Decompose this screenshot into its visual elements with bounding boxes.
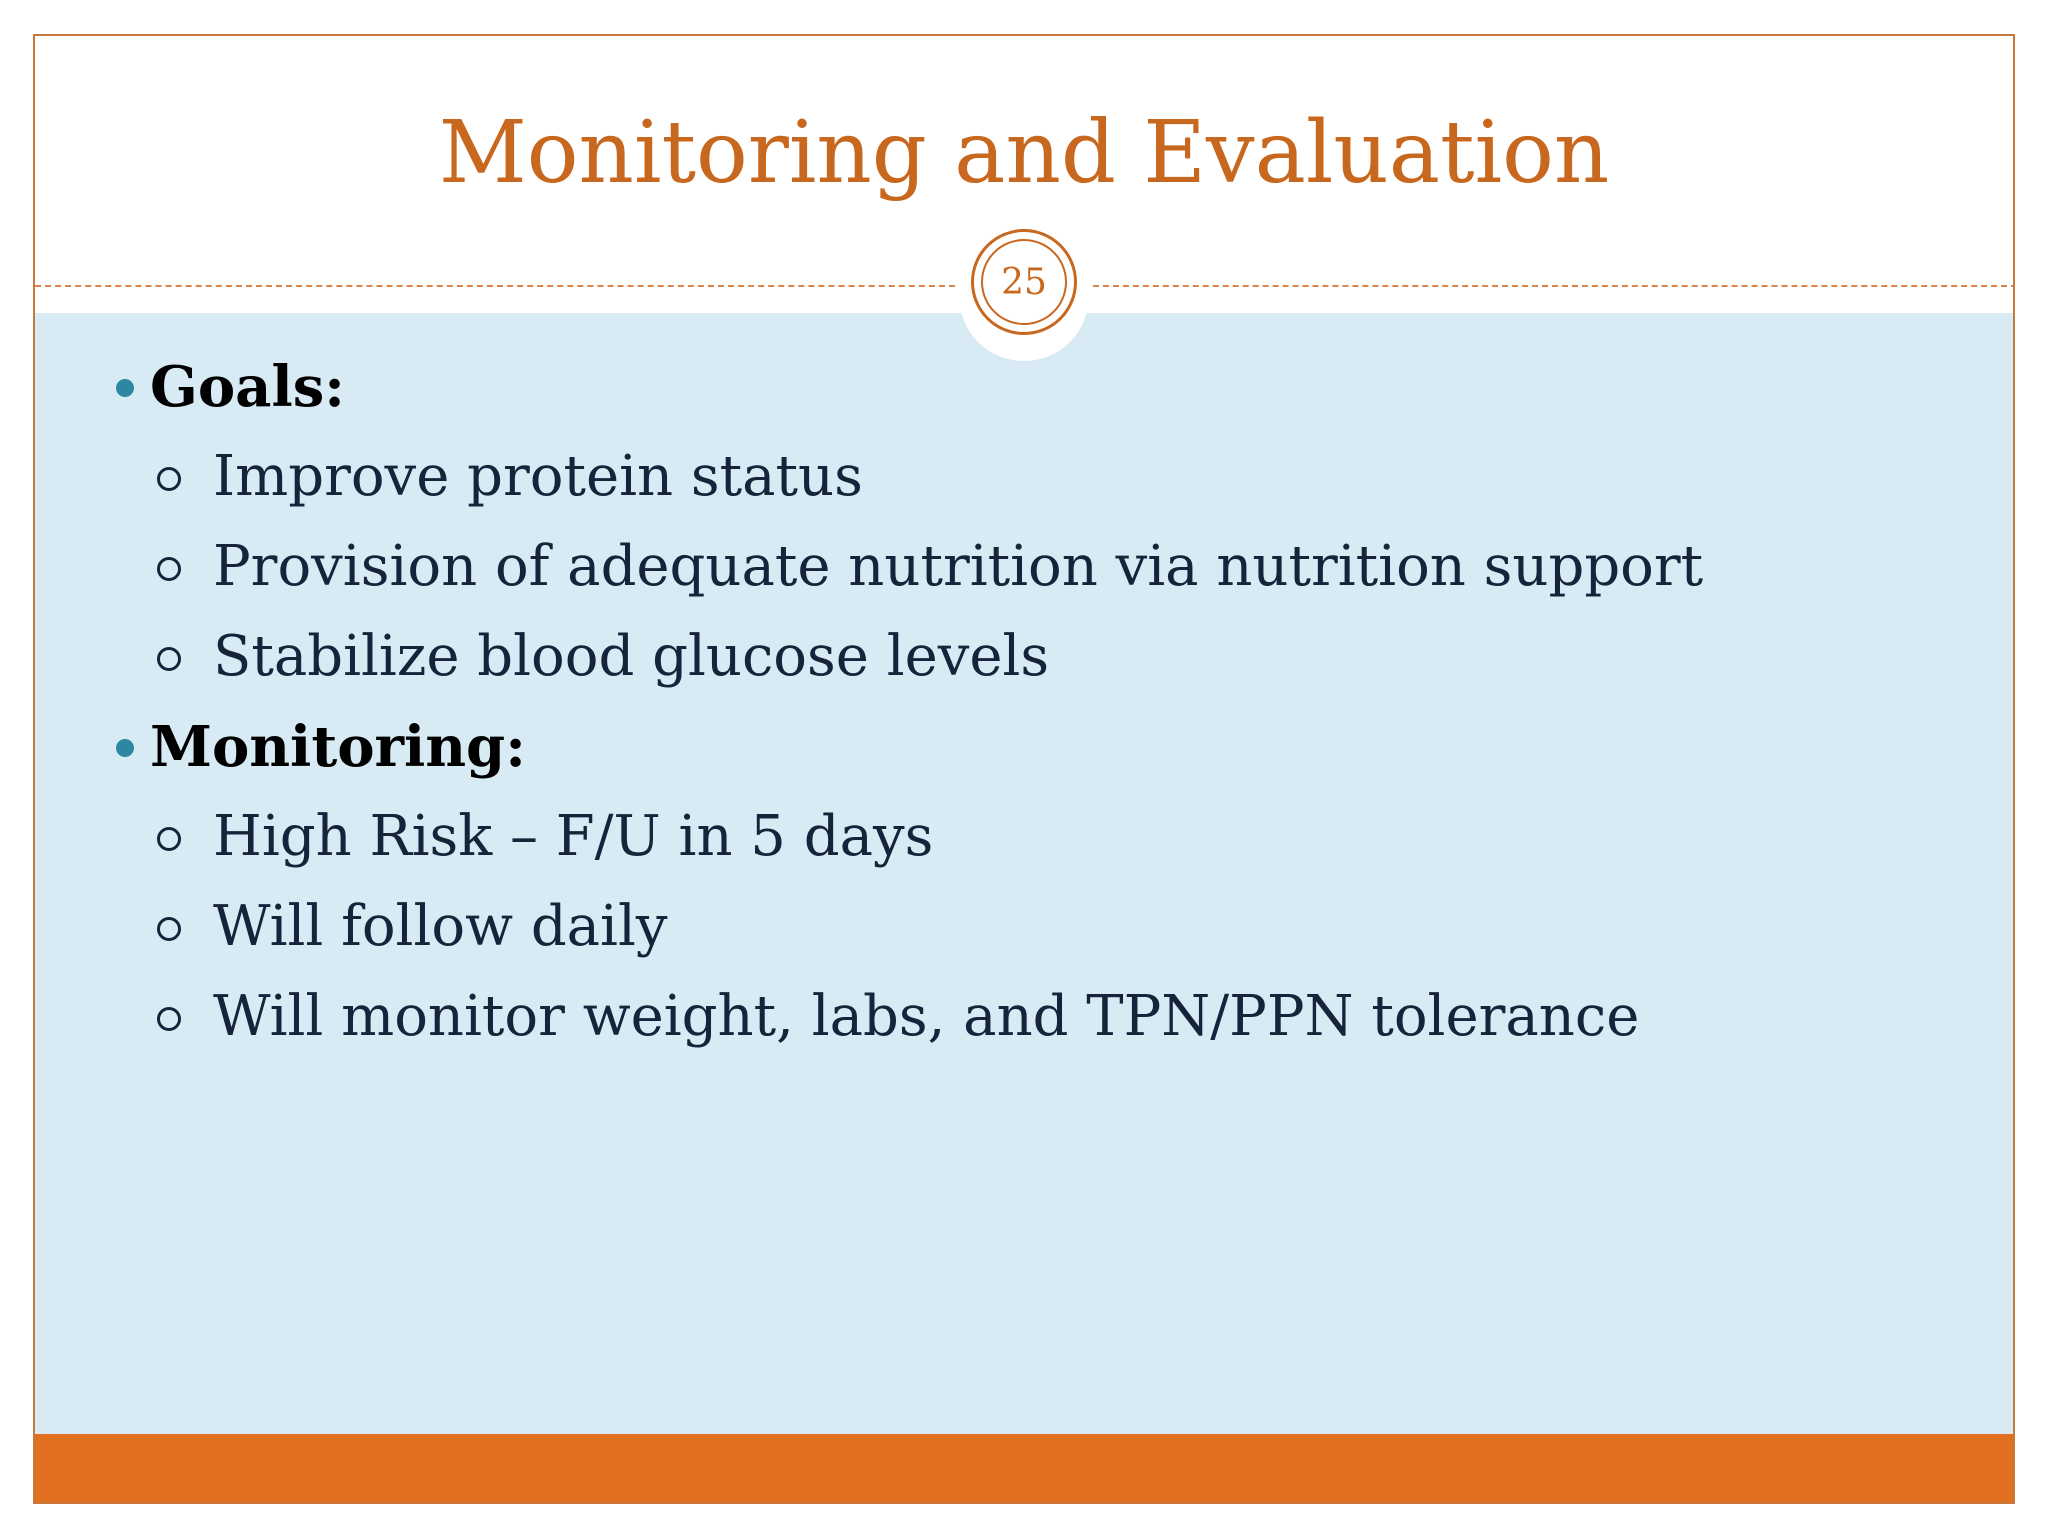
hollow-bullet-icon xyxy=(157,1007,181,1031)
hollow-bullet-icon xyxy=(157,467,181,491)
list-item xyxy=(213,882,668,972)
page-number: 25 xyxy=(981,239,1067,325)
list-item-label: Stabilize blood glucose levels xyxy=(213,624,1050,689)
list-item-label: Improve protein status xyxy=(213,444,863,509)
list-item-label: Provision of adequate nutrition via nutrition support xyxy=(213,534,1704,599)
hollow-bullet-icon xyxy=(157,557,181,581)
section-heading-monitoring xyxy=(150,702,526,792)
footer-bar xyxy=(35,1434,2013,1504)
hollow-bullet-icon xyxy=(157,827,181,851)
list-item xyxy=(213,972,1639,1062)
section-heading-label: Monitoring: xyxy=(150,714,526,780)
list-item xyxy=(213,432,863,522)
slide-title: Monitoring and Evaluation xyxy=(438,103,1610,203)
list-item-label: High Risk – F/U in 5 days xyxy=(213,804,934,869)
slide xyxy=(33,34,2015,1504)
list-item-label: Will monitor weight, labs, and TPN/PPN tolerance xyxy=(213,984,1640,1049)
list-item-label: Will follow daily xyxy=(213,894,668,959)
hollow-bullet-icon xyxy=(157,917,181,941)
hollow-bullet-icon xyxy=(157,647,181,671)
section-heading-goals xyxy=(150,342,345,432)
list-item xyxy=(213,612,1049,702)
list-item xyxy=(213,522,1703,612)
bullet-dot-icon xyxy=(116,379,134,397)
section-heading-label: Goals: xyxy=(150,354,345,420)
list-item xyxy=(213,792,933,882)
bullet-list xyxy=(35,36,2013,1502)
bullet-dot-icon xyxy=(116,739,134,757)
